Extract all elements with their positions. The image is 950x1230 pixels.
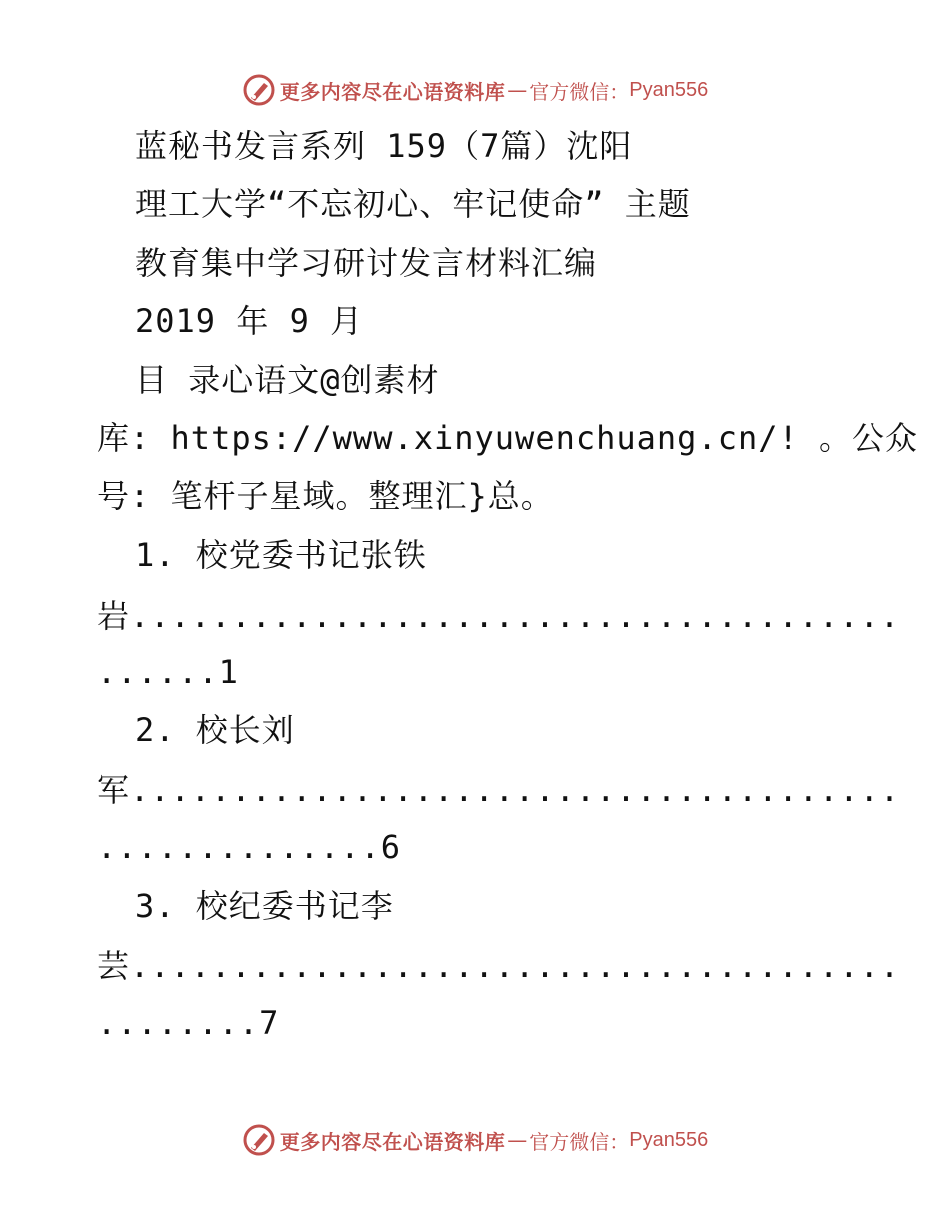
title-line-3: 教育集中学习研讨发言材料汇编 xyxy=(135,244,598,282)
document-date: 2019 年 9 月 xyxy=(135,302,364,340)
source-line-1: 库: https://www.xinyuwenchuang.cn/! 。公众 xyxy=(97,419,919,457)
toc-leader-line: 岩...................................... xyxy=(97,597,901,635)
watermark-separator: — xyxy=(507,1128,528,1152)
pen-logo-icon xyxy=(242,73,276,107)
toc-leader-line: 芸...................................... xyxy=(97,947,901,985)
header-watermark xyxy=(0,70,950,110)
title-line-1: 蓝秘书发言系列 159（7篇）沈阳 xyxy=(135,127,633,165)
toc-leader-line: ..............6 xyxy=(97,828,401,866)
toc-item-title: 3. 校纪委书记李 xyxy=(135,887,394,925)
toc-heading: 目 录心语文@创素材 xyxy=(135,361,440,399)
pen-logo-icon xyxy=(242,1123,276,1157)
title-line-2: 理工大学“不忘初心、牢记使命” 主题 xyxy=(135,185,691,223)
watermark-id: Pyan556 xyxy=(629,78,709,101)
toc-leader-line: ........7 xyxy=(97,1004,280,1042)
source-line-2: 号: 笔杆子星域。整理汇}总。 xyxy=(97,477,554,515)
watermark-text: 更多内容尽在心语资料库 xyxy=(279,79,506,104)
watermark-label: 官方微信： xyxy=(529,79,630,104)
toc-leader-line: 军...................................... xyxy=(97,771,901,809)
toc-leader-line: ......1 xyxy=(97,653,239,691)
toc-item-title: 1. 校党委书记张铁 xyxy=(135,536,427,574)
watermark-label: 官方微信： xyxy=(529,1129,630,1154)
toc-item-title: 2. 校长刘 xyxy=(135,711,295,749)
watermark-id: Pyan556 xyxy=(629,1128,709,1151)
watermark-separator: — xyxy=(507,78,528,102)
footer-watermark xyxy=(0,1120,950,1160)
watermark-text: 更多内容尽在心语资料库 xyxy=(279,1129,506,1154)
